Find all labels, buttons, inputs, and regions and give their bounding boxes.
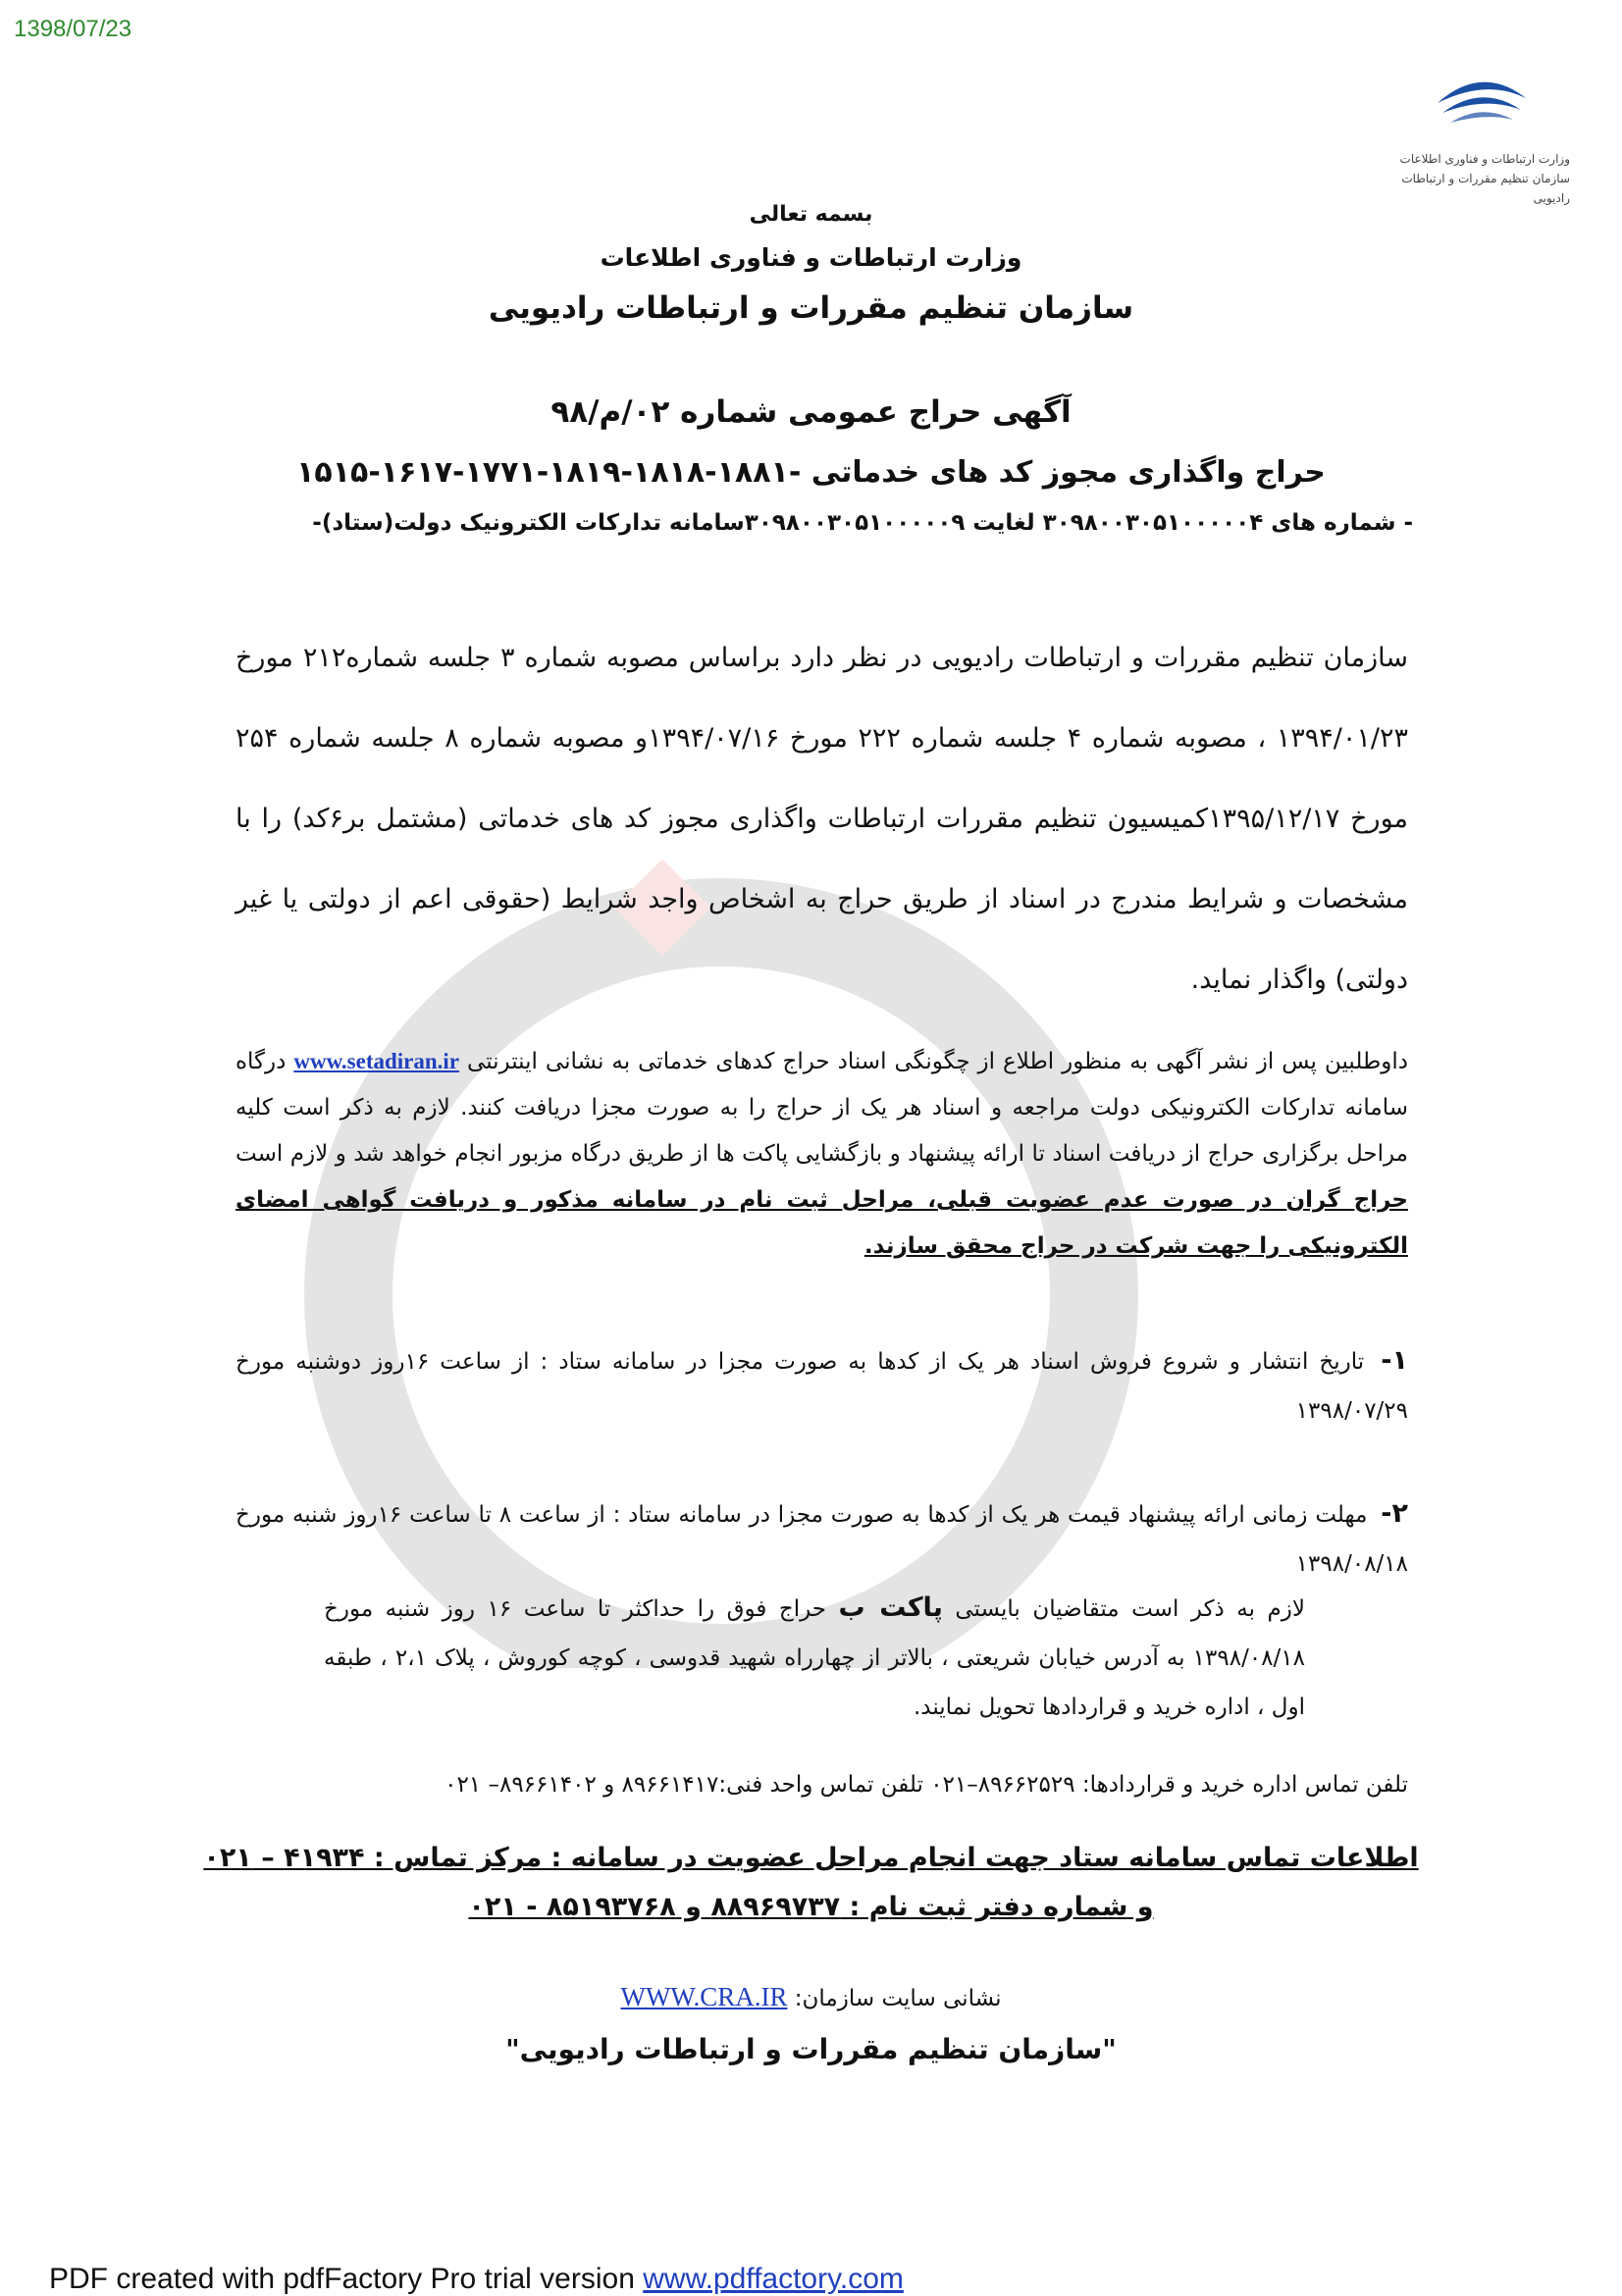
logo-line-1: وزارت ارتباطات و فناوری اطلاعات	[1399, 152, 1570, 166]
applicants-bold-text: حراج گران در صورت عدم عضویت قبلی، مراحل ثبت نام در سامانه مذکور و دریافت گواهی امضای الکترونیکی را جهت شرکت در حراج محقق سازند.	[235, 1187, 1408, 1259]
logo-line-2: سازمان تنظیم مقررات و ارتباطات رادیویی	[1401, 172, 1570, 205]
item-number: ۲-	[1381, 1498, 1408, 1529]
applicants-paragraph	[235, 1038, 1408, 1270]
pdffactory-link[interactable]: www.pdffactory.com	[643, 2263, 904, 2295]
organization-logo	[1374, 69, 1580, 205]
item-number: ۱-	[1381, 1345, 1408, 1376]
auction-numbers: - شماره های ۳۰۹۸۰۰۳۰۵۱۰۰۰۰۰۴ لغایت ۳۰۹۸۰۰۳۰۵۱۰۰۰۰۰۹سامانه تدارکات الکترونیک دولت(ستاد)-	[312, 510, 1413, 536]
setad-contact-line-1: اطلاعات تماس سامانه ستاد جهت انجام مراحل عضویت در سامانه : مرکز تماس : ۴۱۹۳۴ – ۰۲۱	[203, 1843, 1419, 1873]
website-label: نشانی سایت سازمان:	[794, 1986, 1002, 2011]
note-text-after: حراج فوق را حداکثر تا ساعت ۱۶ روز شنبه مورخ ۱۳۹۸/۰۸/۱۸ به آدرس خیابان شریعتی ، بالاتر از چهارراه شهید قدوسی ، کوچه کوروش ، پلاک ۲،۱ ، طبقه اول ، اداره خرید و قراردادها تحویل نمایند.	[324, 1596, 1305, 1720]
cra-logo-icon	[1433, 69, 1531, 128]
note-text-before: لازم به ذکر است متقاضیان بایستی	[955, 1596, 1306, 1622]
website-line	[0, 1982, 1622, 2012]
item-text: تاریخ انتشار و شروع فروش اسناد هر یک از کدها به صورت مجزا در سامانه ستاد : از ساعت ۱۶روز دوشنبه مورخ ۱۳۹۸/۰۷/۲۹	[235, 1349, 1408, 1424]
announcement-title: آگهی حراج عمومی شماره ۰۲/م/۹۸	[550, 394, 1072, 430]
basmala: بسمه تعالی	[749, 202, 873, 227]
cra-website-link[interactable]: WWW.CRA.IR	[620, 1982, 788, 2011]
delivery-note	[324, 1584, 1305, 1732]
pdf-footer-text: PDF created with pdfFactory Pro trial version	[49, 2263, 635, 2295]
list-item	[235, 1336, 1408, 1435]
item-text: مهلت زمانی ارائه پیشنهاد قیمت هر یک از کدها به صورت مجزا در سامانه ستاد : از ساعت ۸ تا ساعت ۱۶روز شنبه مورخ ۱۳۹۸/۰۸/۱۸	[235, 1502, 1408, 1577]
auction-title: حراج واگذاری مجوز کد های خدماتی -۱۸۸۱-۱۸۱۸-۱۸۱۹-۱۷۷۱-۱۶۱۷-۱۵۱۵	[296, 455, 1326, 490]
pdf-footer	[49, 2263, 904, 2296]
setad-contact-line-2: و شماره دفتر ثبت نام : ۸۸۹۶۹۷۳۷ و ۸۵۱۹۳۷۶۸ - ۰۲۱	[468, 1892, 1154, 1922]
list-item	[235, 1489, 1408, 1589]
date-stamp: 1398/07/23	[14, 16, 132, 42]
ministry-name: وزارت ارتباطات و فناوری اطلاعات	[600, 243, 1022, 272]
applicants-text-a: داوطلبین پس از نشر آگهی به منظور اطلاع از چگونگی اسناد حراج کدهای خدماتی به نشانی اینترنتی	[467, 1049, 1408, 1074]
signature-organization: "سازمان تنظیم مقررات و ارتباطات رادیویی"	[505, 2033, 1117, 2065]
intro-paragraph: سازمان تنظیم مقررات و ارتباطات رادیویی در نظر دارد براساس مصوبه شماره ۳ جلسه شماره۲۱۲ مورخ ۱۳۹۴/۰۱/۲۳ ، مصوبه شماره ۴ جلسه شماره ۲۲۲ مورخ ۱۳۹۴/۰۷/۱۶و مصوبه شماره ۸ جلسه شماره ۲۵۴ مورخ ۱۳۹۵/۱۲/۱۷کمیسیون تنظیم مقررات ارتباطات واگذاری مجوز کد های خدماتی (مشتمل بر۶کد) را با مشخصات و شرایط مندرج در اسناد از طریق حراج به اشخاص واجد شرایط (حقوقی اعم از دولتی یا غیر دولتی) واگذار نماید.	[235, 643, 1408, 995]
organization-name: سازمان تنظیم مقررات و ارتباطات رادیویی	[488, 290, 1134, 326]
setadiran-link[interactable]: www.setadiran.ir	[293, 1049, 460, 1073]
applicants-text-b: درگاه سامانه تدارکات الکترونیکی دولت مراجعه و اسناد هر یک از حراج را به صورت مجزا دریافت کنند. لازم به ذکر است کلیه مراحل برگزاری حراج از دریافت اسناد تا ارائه پیشنهاد و بازگشایی پاکت ها از طریق درگاه مزبور انجام خواهد شد و لازم است	[235, 1049, 1408, 1167]
envelope-b: پاکت ب	[838, 1592, 943, 1623]
phone-numbers: تلفن تماس اداره خرید و قراردادها: ۸۹۶۶۲۵۲۹–۰۲۱ تلفن تماس واحد فنی:۸۹۶۶۱۴۱۷ و ۸۹۶۶۱۴۰۲– ۰۲۱	[445, 1772, 1408, 1798]
logo-text	[1374, 149, 1570, 208]
